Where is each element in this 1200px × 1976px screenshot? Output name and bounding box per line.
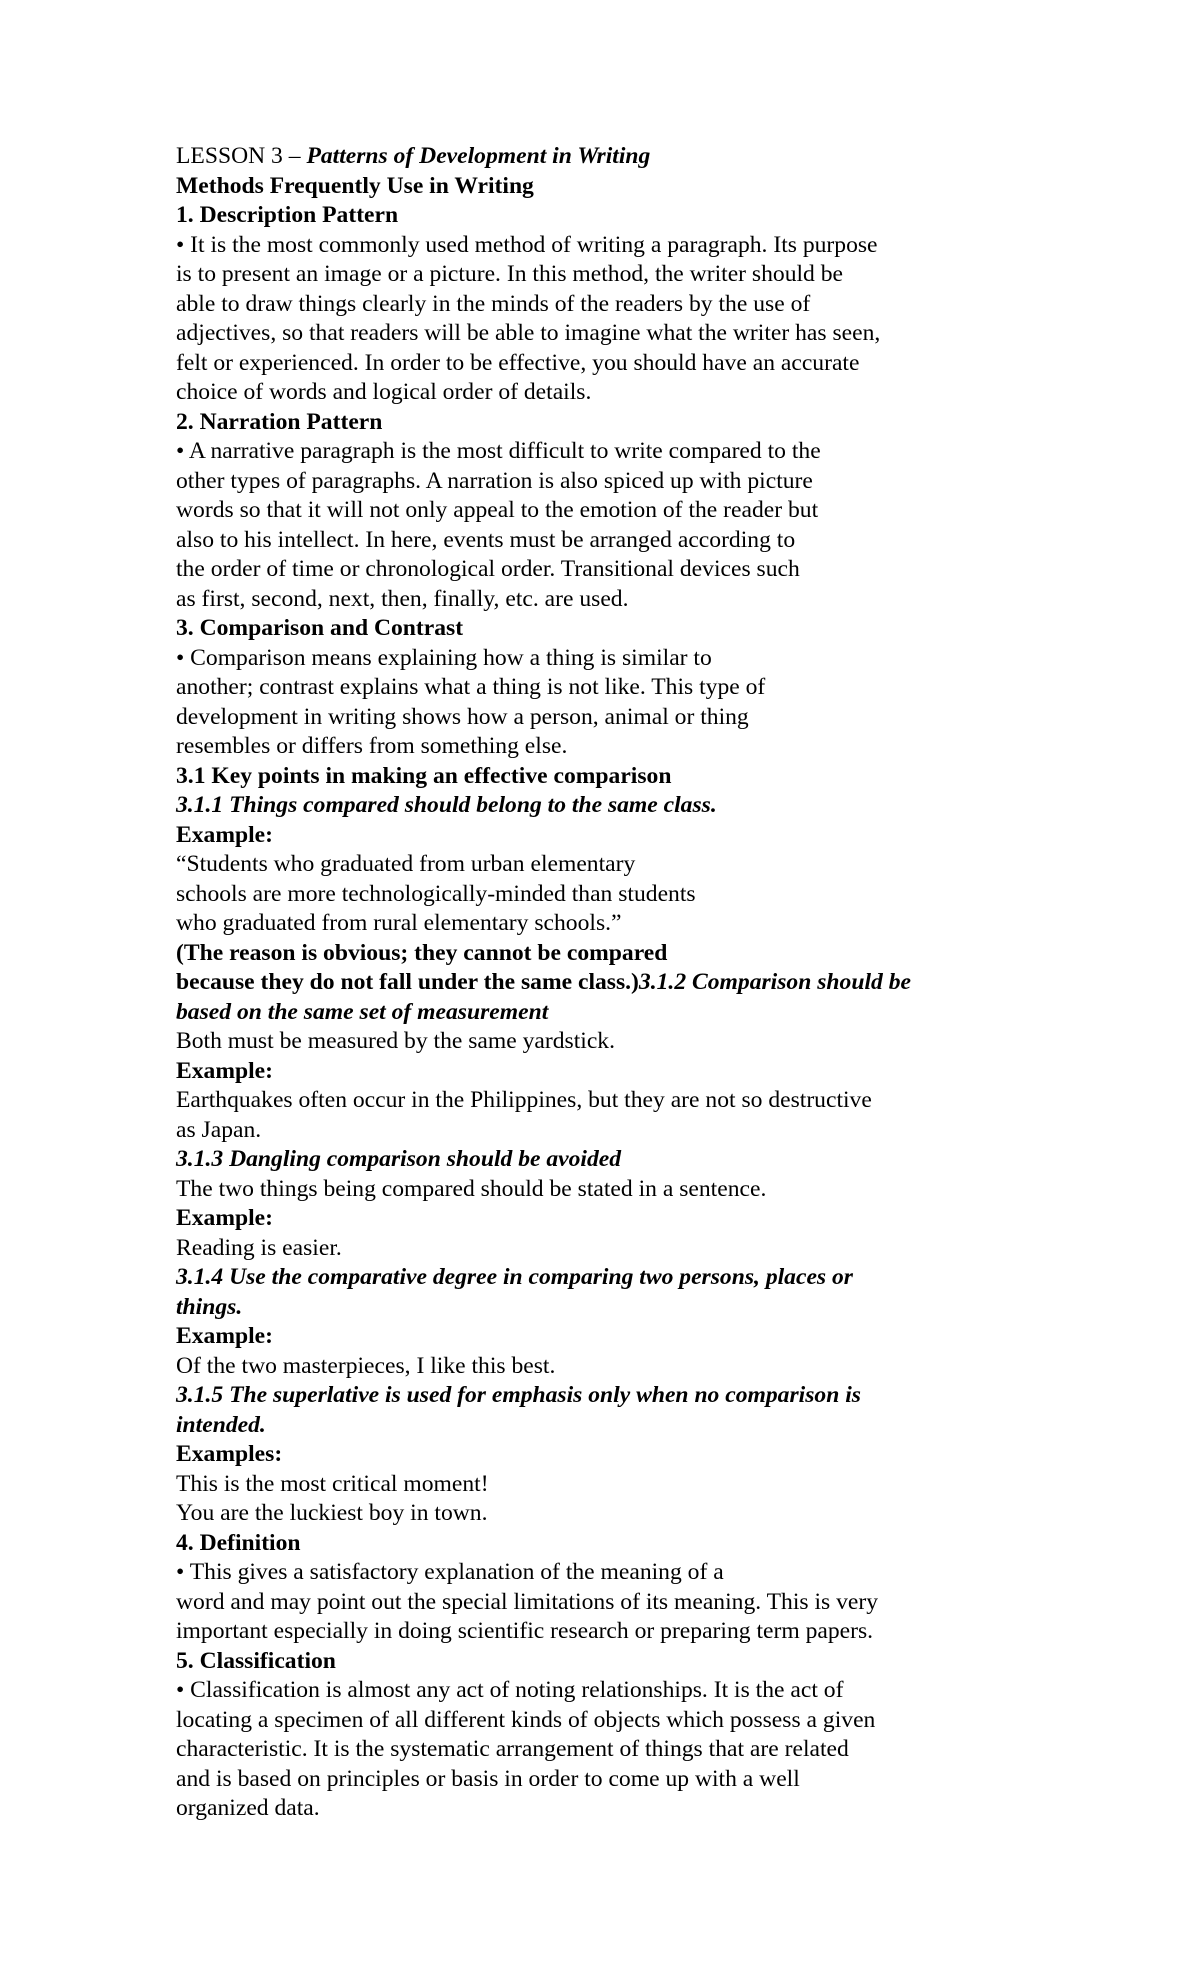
example-line: schools are more technologically-minded than students [176,880,696,907]
paragraph-line: is to present an image or a picture. In this method, the writer should be [176,261,844,287]
example-label: Example: [176,821,273,848]
reason-and-point-title-line [176,968,1036,998]
section-heading-description: 1. Description Pattern [176,202,399,228]
reason-line: (The reason is obvious; they cannot be compared [176,939,668,966]
paragraph-line: organized data. [176,1795,320,1821]
paragraph-line: • Classification is almost any act of noting relationships. It is the act of [176,1677,844,1703]
point-title: 3.1.1 Things compared should belong to the same class. [176,792,717,818]
section-heading-definition: 4. Definition [176,1529,301,1556]
example-line: who graduated from rural elementary schools.” [176,910,622,936]
example-line: as Japan. [176,1116,262,1143]
point-title: based on the same set of measurement [176,998,549,1025]
example-line: Earthquakes often occur in the Philippines, but they are not so destructive [176,1087,872,1113]
section-heading-classification: 5. Classification [176,1647,336,1674]
paragraph-line: • It is the most commonly used method of writing a paragraph. Its purpose [176,231,878,258]
paragraph-line: and is based on principles or basis in order to come up with a well [176,1765,800,1792]
point-title: 3.1.4 Use the comparative degree in comparing two persons, places or [176,1264,853,1290]
paragraph-line: adjectives, so that readers will be able to imagine what the writer has seen, [176,320,881,346]
paragraph-line: the order of time or chronological order. Transitional devices such [176,556,800,582]
point-title: 3.1.3 Dangling comparison should be avoided [176,1146,622,1172]
paragraph-line: development in writing shows how a person, animal or thing [176,703,749,730]
section-heading-comparison: 3. Comparison and Contrast [176,615,464,641]
paragraph-line: locating a specimen of all different kinds of objects which possess a given [176,1706,876,1733]
paragraph-line: • Comparison means explaining how a thing is similar to [176,644,712,671]
paragraph-line: felt or experienced. In order to be effective, you should have an accurate [176,349,860,376]
example-line: You are the luckiest boy in town. [176,1500,488,1526]
lesson-title-text: Patterns of Development in Writing [306,143,651,169]
paragraph-line: word and may point out the special limitations of its meaning. This is very [176,1588,879,1615]
paragraph-line: as first, second, next, then, finally, etc. are used. [176,585,629,612]
subsection-heading: 3.1 Key points in making an effective comparison [176,762,672,789]
paragraph-line: important especially in doing scientific research or preparing term papers. [176,1618,874,1644]
example-label: Example: [176,1205,273,1231]
example-label: Example: [176,1057,273,1084]
paragraph-line: able to draw things clearly in the minds of the readers by the use of [176,290,811,317]
lesson-prefix: LESSON 3 – [176,143,307,169]
paragraph-line: other types of paragraphs. A narration is also spiced up with picture [176,467,813,494]
reason-line: because they do not fall under the same class.) [176,969,639,995]
example-line: Of the two masterpieces, I like this best. [176,1352,556,1379]
paragraph-line: • This gives a satisfactory explanation of the meaning of a [176,1559,724,1585]
paragraph-line: another; contrast explains what a thing is not like. This type of [176,674,766,700]
point-text: Both must be measured by the same yardstick. [176,1028,616,1054]
example-label: Example: [176,1323,273,1349]
paragraph-line: resembles or differs from something else. [176,733,568,759]
point-title: 3.1.2 Comparison should be [638,969,911,995]
paragraph-line: characteristic. It is the systematic arrangement of things that are related [176,1736,849,1762]
example-line: This is the most critical moment! [176,1470,489,1497]
example-label: Examples: [176,1441,283,1467]
main-heading: Methods Frequently Use in Writing [176,172,534,199]
point-title: intended. [176,1411,266,1438]
example-line: “Students who graduated from urban elementary [176,851,636,877]
paragraph-line: choice of words and logical order of details. [176,379,592,405]
point-text: The two things being compared should be stated in a sentence. [176,1175,767,1202]
point-title: 3.1.5 The superlative is used for emphasis only when no comparison is [176,1382,861,1408]
paragraph-line: also to his intellect. In here, events must be arranged according to [176,526,796,553]
paragraph-line: • A narrative paragraph is the most difficult to write compared to the [176,438,821,464]
lesson-title [176,142,1036,172]
section-heading-narration: 2. Narration Pattern [176,408,383,435]
paragraph-line: words so that it will not only appeal to the emotion of the reader but [176,497,819,523]
point-title: things. [176,1293,243,1320]
document-body [176,142,1036,1824]
example-line: Reading is easier. [176,1234,342,1261]
